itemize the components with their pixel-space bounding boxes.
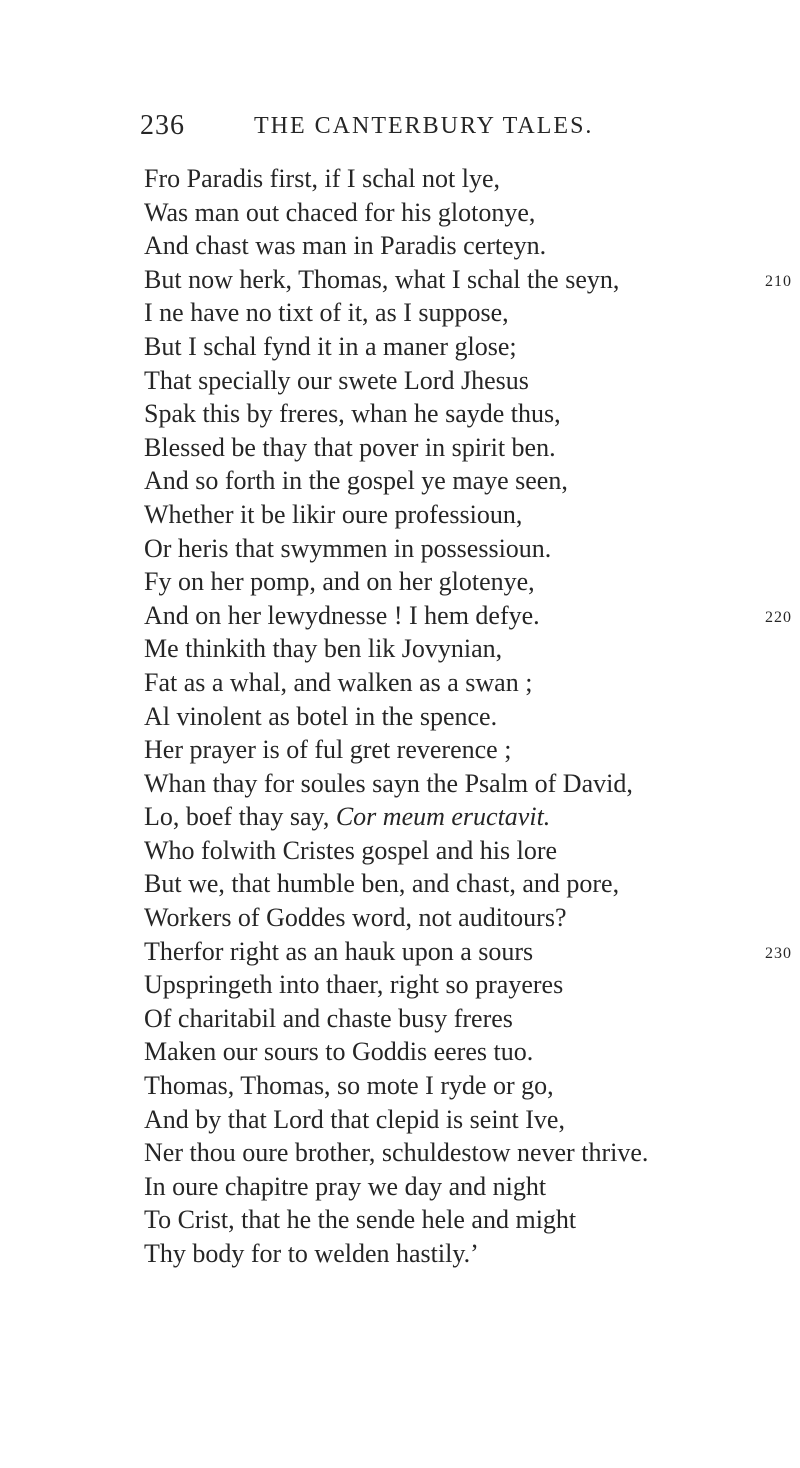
- verse-line-roman: And on her lewydnesse ! I hem defye.: [144, 600, 540, 630]
- verse-line-text: [144, 532, 551, 566]
- verse-line-text: [144, 867, 619, 901]
- verse-line: [144, 834, 794, 868]
- verse-line-roman: Fy on her pomp, and on her glotenye,: [144, 567, 535, 597]
- verse-line-roman: Lo, boef thay say,: [144, 802, 336, 832]
- verse-line-roman: Ner thou oure brother, schuldestow never thrive.: [144, 1138, 649, 1168]
- verse-line-text: [144, 229, 546, 263]
- verse-line-italic: Cor meum eructavit.: [335, 802, 551, 832]
- verse-line: [144, 229, 794, 263]
- verse-line-text: [144, 1136, 648, 1170]
- verse-line-roman: I ne have no tixt of it, as I suppose,: [144, 298, 509, 328]
- verse-line: [144, 296, 794, 330]
- verse-line: [144, 1103, 794, 1137]
- verse-line-text: [144, 968, 563, 1002]
- verse-line-roman: And so forth in the gospel ye maye seen,: [144, 466, 568, 496]
- verse-line-roman: But now herk, Thomas, what I schal the seyn,: [144, 264, 620, 294]
- verse-line: [144, 935, 794, 969]
- verse-line: [144, 1002, 794, 1036]
- verse-line: [144, 599, 794, 633]
- verse-line-roman: Her prayer is of ful gret reverence ;: [144, 735, 512, 765]
- verse-line: [144, 1136, 794, 1170]
- verse-line: [144, 632, 794, 666]
- verse-line-text: [144, 1237, 479, 1271]
- verse-line-text: [144, 1069, 554, 1103]
- verse-line-text: [144, 397, 561, 431]
- verse-line-roman: Was man out chaced for his glotonye,: [144, 197, 536, 227]
- verse-line-text: [144, 1203, 576, 1237]
- verse-line-text: [144, 767, 633, 801]
- verse-line-roman: Of charitabil and chaste busy freres: [144, 1003, 513, 1033]
- line-number: 220: [765, 608, 792, 626]
- verse-line-text: [144, 263, 619, 297]
- verse-line-roman: Maken our sours to Goddis eeres tuo.: [144, 1037, 534, 1067]
- verse-line-roman: And by that Lord that clepid is seint Ive,: [144, 1104, 565, 1134]
- verse-line-roman: Whether it be likir oure professioun,: [144, 499, 523, 529]
- verse-line: [144, 397, 794, 431]
- verse-line-roman: But we, that humble ben, and chast, and pore,: [144, 869, 620, 899]
- verse-line-text: [144, 935, 533, 969]
- verse-line: [144, 1203, 794, 1237]
- verse-line: [144, 263, 794, 297]
- verse-line-roman: Workers of Goddes word, not auditours?: [144, 903, 567, 933]
- verse-line-roman: In oure chapitre pray we day and night: [144, 1171, 547, 1201]
- verse-line-text: [144, 1002, 513, 1036]
- verse-line-text: [144, 196, 535, 230]
- verse-line-text: [144, 1103, 565, 1137]
- verse-line-roman: Thy body for to welden hastily.’: [144, 1239, 479, 1268]
- verse-line: [144, 565, 794, 599]
- verse-line-roman: Me thinkith thay ben lik Jovynian,: [144, 634, 503, 664]
- verse-line-text: [144, 632, 502, 666]
- verse-line: [144, 330, 794, 364]
- verse-line-text: [144, 364, 529, 398]
- verse-line: [144, 733, 794, 767]
- verse-line: [144, 968, 794, 1002]
- verse-line-roman: To Crist, that he the sende hele and might: [144, 1205, 577, 1235]
- verse-line-text: [144, 330, 517, 364]
- verse-line-text: [144, 733, 511, 767]
- line-number: 230: [765, 944, 792, 962]
- verse-line-roman: Al vinolent as botel in the spence.: [144, 701, 498, 731]
- verse-line-text: [144, 296, 509, 330]
- verse-line-roman: Thomas, Thomas, so mote I ryde or go,: [144, 1071, 554, 1101]
- verse-line-roman: Fat as a whal, and walken as a swan ;: [144, 667, 533, 697]
- verse-line: [144, 1069, 794, 1103]
- verse-line: [144, 1170, 794, 1204]
- verse-line-text: [144, 498, 522, 532]
- verse-line: [144, 532, 794, 566]
- verse-line: [144, 800, 794, 834]
- verse-line: [144, 464, 794, 498]
- verse-line-text: [144, 800, 550, 834]
- verse-line: [144, 700, 794, 734]
- verse-line-text: [144, 834, 557, 868]
- verse-line-text: [144, 464, 568, 498]
- verse-line: [144, 162, 794, 196]
- line-number: 210: [765, 272, 792, 290]
- verse-line: [144, 364, 794, 398]
- verse-line-text: [144, 162, 500, 196]
- verse-line-text: [144, 901, 567, 935]
- verse-line-roman: Upspringeth into thaer, right so prayeres: [144, 970, 564, 1000]
- verse-line: [144, 1237, 794, 1271]
- verse-line-roman: Therfor right as an hauk upon a sours: [144, 936, 534, 966]
- verse-block: [144, 162, 794, 1271]
- verse-line: [144, 1035, 794, 1069]
- verse-line-text: [144, 1035, 533, 1069]
- verse-line-text: [144, 599, 540, 633]
- verse-line-roman: Blessed be thay that pover in spirit ben.: [144, 432, 556, 462]
- page-number: 236: [140, 110, 185, 141]
- verse-line: [144, 867, 794, 901]
- verse-line-roman: But I schal fynd it in a maner glose;: [144, 331, 517, 361]
- verse-line: [144, 196, 794, 230]
- verse-line-text: [144, 700, 497, 734]
- verse-line: [144, 498, 794, 532]
- verse-line: [144, 767, 794, 801]
- verse-line-roman: Spak this by freres, whan he sayde thus,: [144, 399, 561, 429]
- page-header: [140, 112, 700, 152]
- verse-line: [144, 666, 794, 700]
- verse-line-text: [144, 666, 532, 700]
- verse-line-roman: Or heris that swymmen in possessioun.: [144, 533, 552, 563]
- verse-line-roman: That specially our swete Lord Jhesus: [144, 365, 529, 395]
- verse-line-text: [144, 565, 535, 599]
- verse-line-roman: Whan thay for soules sayn the Psalm of David,: [144, 768, 633, 798]
- running-title: THE CANTERBURY TALES.: [254, 113, 594, 139]
- verse-line-text: [144, 1170, 546, 1204]
- verse-line-roman: Fro Paradis first, if I schal not lye,: [144, 164, 500, 193]
- verse-line-roman: And chast was man in Paradis certeyn.: [144, 231, 547, 261]
- verse-line: [144, 431, 794, 465]
- verse-line: [144, 901, 794, 935]
- verse-line-roman: Who folwith Cristes gospel and his lore: [144, 835, 558, 865]
- verse-line-text: [144, 431, 556, 465]
